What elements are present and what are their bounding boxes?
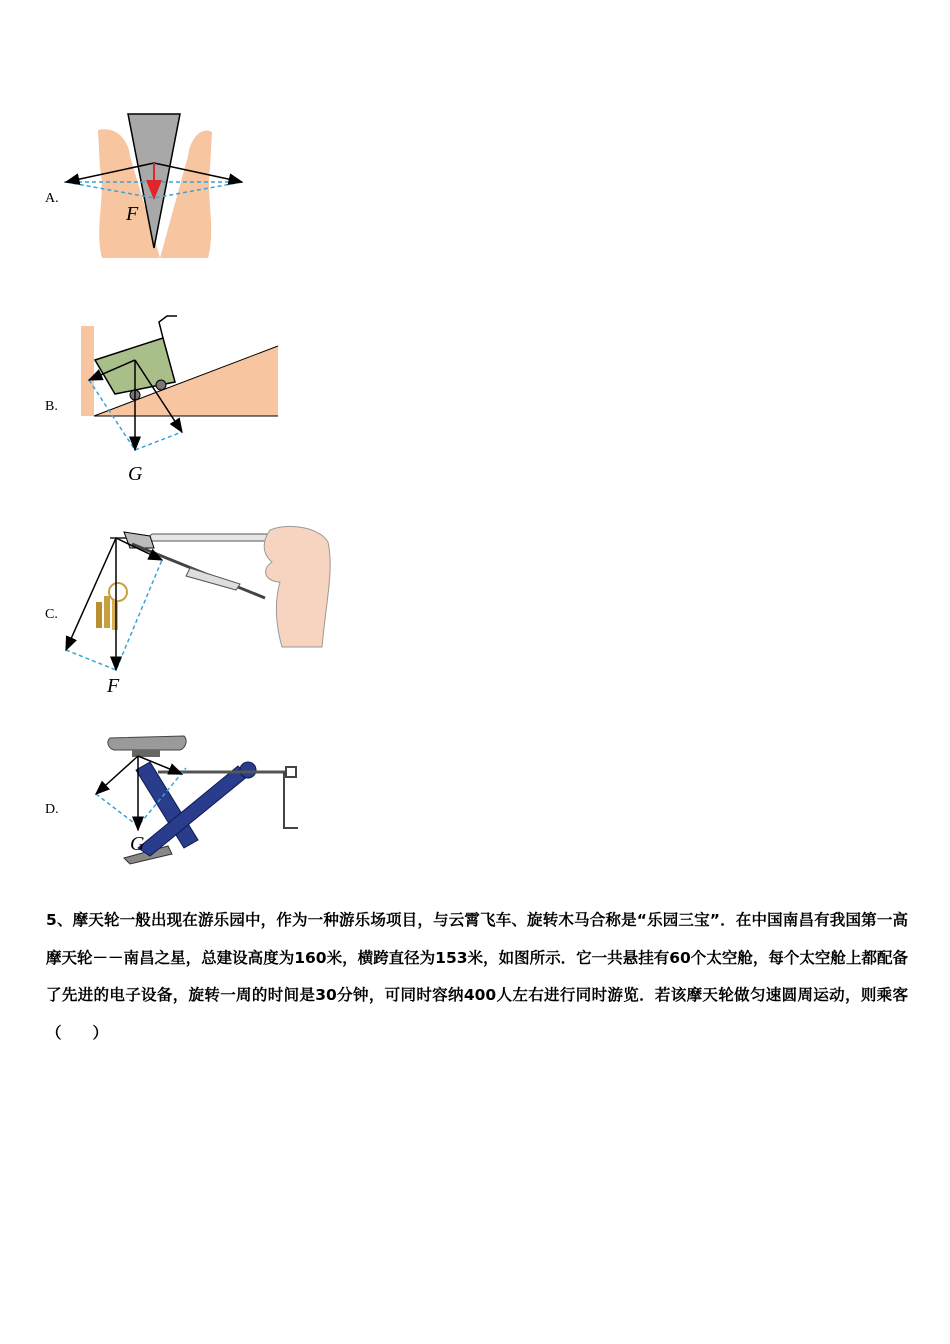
figure-d-car-jack (88, 730, 308, 870)
force-label-a: F (126, 203, 139, 225)
force-label-b: G (128, 463, 143, 485)
force-label-d: G (130, 833, 145, 855)
figure-c-keys-on-pencil (60, 522, 340, 697)
option-label-d: D. (45, 802, 59, 817)
option-label-b: B. (45, 399, 58, 414)
force-label-c: F (107, 675, 120, 697)
option-label-c: C. (45, 607, 58, 622)
keys-icon (96, 583, 127, 630)
figure-a-wedge (60, 108, 250, 268)
figure-b-cart-on-slope (75, 308, 290, 488)
question-5-text: 5、摩天轮一般出现在游乐园中，作为一种游乐场项目，与云霄飞车、旋转木马合称是“乐园三宝”．在中国南昌有我国第一高摩天轮－－南昌之星，总建设高度为160米，横跨直径为153米，如图所示．它一共悬挂有60个太空舱，每个太空舱上都配备了先进的电子设备，旋转一周的时间是30分钟，可同时容纳400人左右进行同时游览．若该摩天轮做匀速圆周运动，则乘客（ ） (46, 911, 908, 1042)
option-label-a: A. (45, 191, 59, 206)
